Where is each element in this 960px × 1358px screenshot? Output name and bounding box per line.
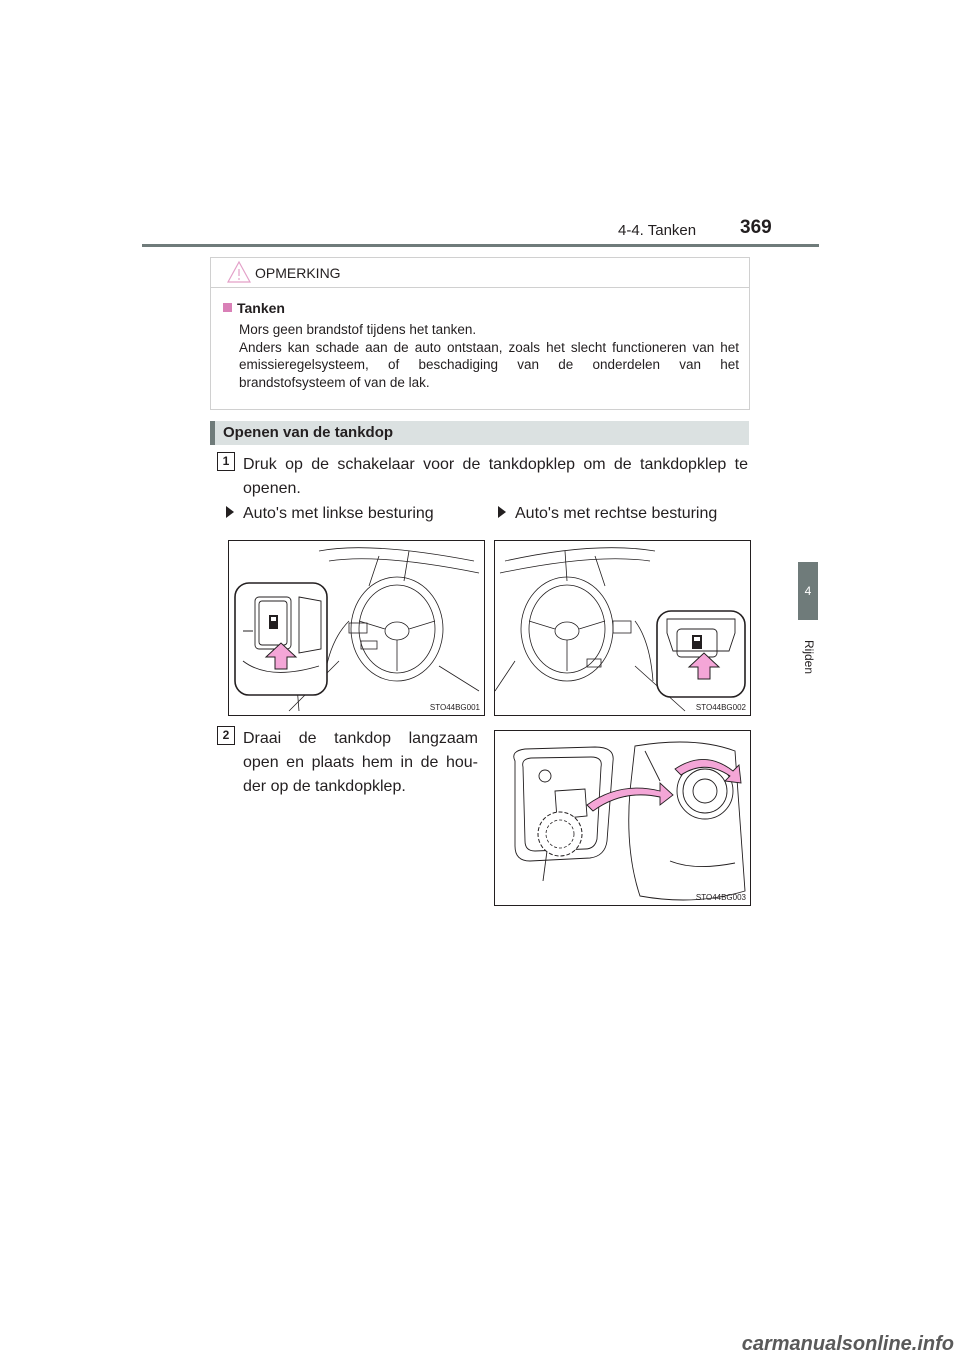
chapter-label: Rijden bbox=[802, 639, 816, 675]
bullet-square-icon bbox=[223, 303, 232, 312]
triangle-bullet-icon bbox=[226, 506, 234, 518]
notice-header bbox=[211, 258, 749, 288]
notice-body bbox=[239, 321, 739, 391]
dashboard-illustration-right bbox=[495, 541, 750, 715]
notice-line: Anders kan schade aan de auto ontstaan, zoals het slecht functioneren van het emissieregelsysteem, of beschadiging van de onderdelen van het brandstofsysteem of van de lak. bbox=[239, 339, 739, 390]
watermark[interactable]: carmanualsonline.info bbox=[741, 1333, 954, 1355]
step-number: 2 bbox=[217, 726, 235, 745]
figure-left-drive bbox=[228, 540, 485, 716]
section-title: Openen van de tankdop bbox=[223, 424, 394, 441]
figure-code: STO44BG001 bbox=[429, 703, 480, 712]
step-number: 1 bbox=[217, 452, 235, 471]
notice-subtitle: Tanken bbox=[223, 300, 285, 316]
step-text: Draai de tankdop langzaam open en plaats hem in de hou-der op de tankdopklep. bbox=[243, 730, 478, 795]
fuel-cap-illustration bbox=[495, 731, 750, 905]
page-number: 369 bbox=[740, 217, 772, 238]
caption-right-drive: Auto's met rechtse besturing bbox=[498, 505, 717, 523]
step-text: Druk op de schakelaar voor de tankdopklep om de tankdopklep te openen. bbox=[243, 456, 748, 497]
figure-code: STO44BG002 bbox=[695, 703, 746, 712]
triangle-bullet-icon bbox=[498, 506, 506, 518]
figure-fuel-cap bbox=[494, 730, 751, 906]
header-section-title: 4-4. Tanken bbox=[618, 222, 697, 239]
section-heading-accent bbox=[210, 421, 215, 445]
warning-icon bbox=[227, 260, 251, 284]
dashboard-illustration-left bbox=[229, 541, 484, 715]
chapter-tab[interactable]: 4 bbox=[798, 562, 818, 620]
notice-title: OPMERKING bbox=[255, 265, 341, 281]
header-rule bbox=[142, 244, 819, 247]
notice-line: Mors geen brandstof tijdens het tanken. bbox=[239, 322, 477, 337]
notice-box bbox=[210, 257, 750, 410]
section-heading bbox=[210, 421, 749, 445]
figure-right-drive bbox=[494, 540, 751, 716]
caption-left-drive: Auto's met linkse besturing bbox=[226, 505, 434, 523]
figure-code: STO44BG003 bbox=[695, 893, 746, 902]
